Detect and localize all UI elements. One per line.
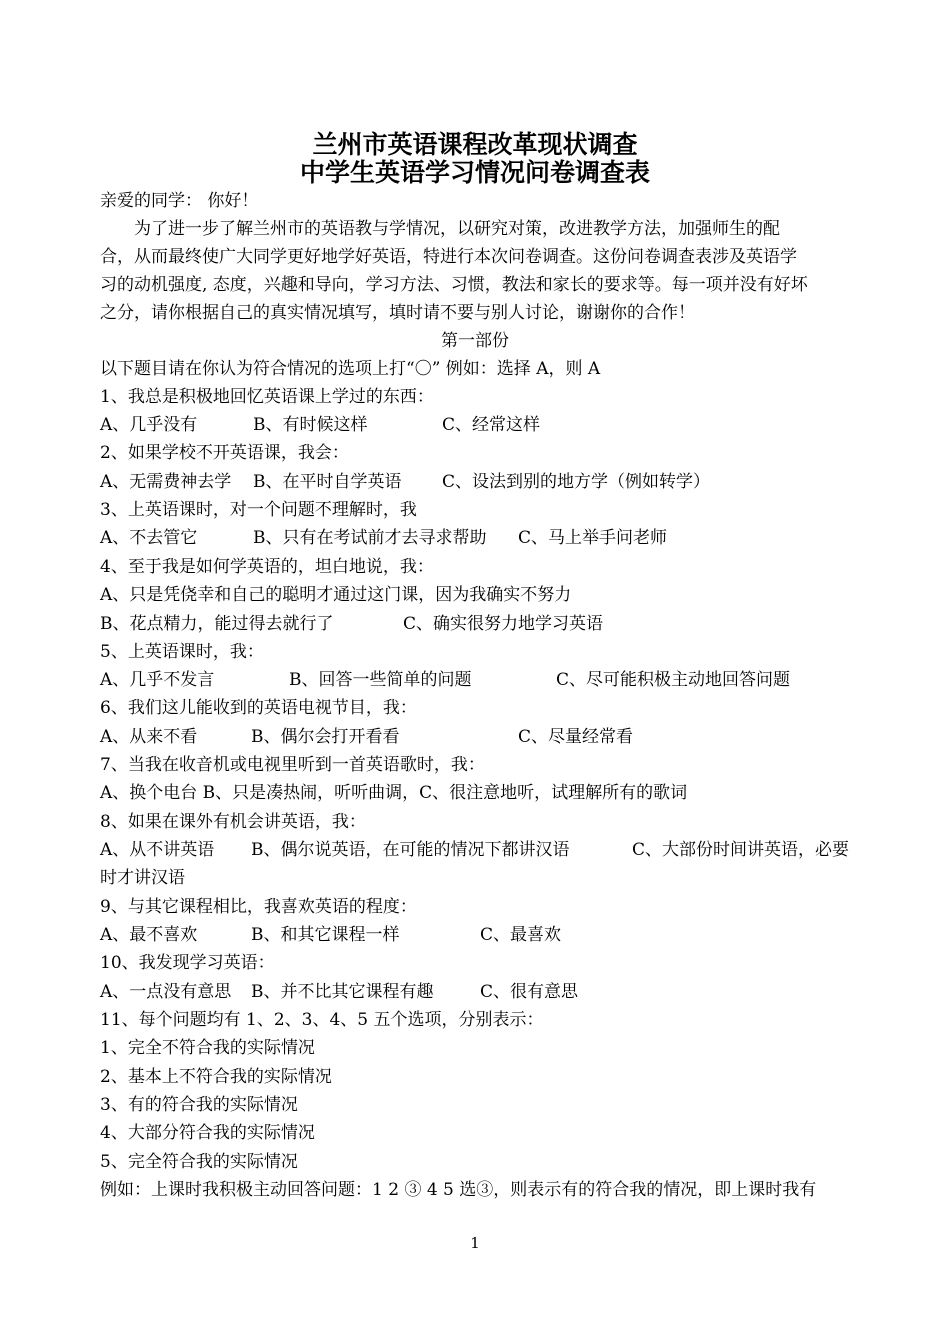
q3-option-c: C、马上举手问老师	[518, 528, 668, 548]
page-number: 1	[470, 1234, 480, 1252]
question-11: 11、每个问题均有 1、2、3、4、5 五个选项，分别表示：	[100, 1010, 544, 1030]
question-8: 8、如果在课外有机会讲英语，我：	[100, 812, 366, 832]
question-4: 4、至于我是如何学英语的，坦白地说，我：	[100, 557, 434, 577]
scale-item: 3、有的符合我的实际情况	[100, 1095, 298, 1115]
q6-option-a: A、从来不看	[100, 727, 198, 747]
q2-option-c: C、设法到别的地方学（例如转学）	[442, 472, 711, 492]
question-1: 1、我总是积极地回忆英语课上学过的东西：	[100, 387, 434, 407]
question-10: 10、我发现学习英语：	[100, 953, 275, 973]
q6-option-b: B、偶尔会打开看看	[251, 727, 400, 747]
document-title: 兰州市英语课程改革现状调查	[312, 130, 638, 159]
q4-option-b: B、花点精力，能过得去就行了	[100, 614, 334, 634]
question-3: 3、上英语课时，对一个问题不理解时，我	[100, 500, 417, 520]
q8-option-c-continued: 时才讲汉语	[100, 868, 185, 888]
q5-option-b: B、回答一些简单的问题	[289, 670, 472, 690]
q9-option-b: B、和其它课程一样	[251, 925, 400, 945]
q9-option-c: C、最喜欢	[480, 925, 562, 945]
scale-item: 2、基本上不符合我的实际情况	[100, 1067, 332, 1087]
q5-option-a: A、几乎不发言	[100, 670, 215, 690]
q1-option-c: C、经常这样	[442, 415, 541, 435]
intro-line: 习的动机强度, 态度，兴趣和导向，学习方法、习惯，教法和家长的要求等。每一项并没有好坏	[100, 275, 808, 295]
q1-option-a: A、几乎没有	[100, 415, 198, 435]
q6-option-c: C、尽量经常看	[518, 727, 634, 747]
scale-item: 1、完全不符合我的实际情况	[100, 1038, 315, 1058]
q10-option-b: B、并不比其它课程有趣	[251, 982, 434, 1002]
q3-option-b: B、只有在考试前才去寻求帮助	[253, 528, 487, 548]
question-5: 5、上英语课时，我：	[100, 642, 264, 662]
document-subtitle: 中学生英语学习情况问卷调查表	[299, 158, 650, 187]
q7-options: A、换个电台 B、只是凑热闹，听听曲调，C、很注意地听，试理解所有的歌词	[100, 783, 688, 803]
scale-item: 4、大部分符合我的实际情况	[100, 1123, 315, 1143]
intro-line: 之分，请你根据自己的真实情况填写，填时请不要与别人讨论，谢谢你的合作！	[100, 303, 695, 323]
q9-option-a: A、最不喜欢	[100, 925, 198, 945]
q4-option-c: C、确实很努力地学习英语	[403, 614, 604, 634]
example-text: 例如：上课时我积极主动回答问题：1 2 ③ 4 5 选③，则表示有的符合我的情况，即上课时我有	[100, 1180, 817, 1200]
section-title: 第一部份	[441, 331, 509, 351]
question-7: 7、当我在收音机或电视里听到一首英语歌时，我：	[100, 755, 485, 775]
q10-option-a: A、一点没有意思	[100, 982, 232, 1002]
intro-line: 为了进一步了解兰州市的英语教与学情况，以研究对策，改进教学方法，加强师生的配	[100, 219, 780, 239]
instruction: 以下题目请在你认为符合情况的选项上打“〇” 例如：选择 A，则 A	[100, 359, 601, 379]
question-9: 9、与其它课程相比，我喜欢英语的程度：	[100, 897, 417, 917]
q8-option-c: C、大部份时间讲英语，必要	[632, 840, 850, 860]
q1-option-b: B、有时候这样	[253, 415, 368, 435]
q2-option-b: B、在平时自学英语	[253, 472, 402, 492]
greeting: 亲爱的同学： 你好！	[100, 191, 259, 211]
q2-option-a: A、无需费神去学	[100, 472, 232, 492]
question-6: 6、我们这儿能收到的英语电视节目，我：	[100, 698, 417, 718]
q8-option-b: B、偶尔说英语，在可能的情况下都讲汉语	[251, 840, 570, 860]
q5-option-c: C、尽可能积极主动地回答问题	[556, 670, 791, 690]
q8-option-a: A、从不讲英语	[100, 840, 215, 860]
q10-option-c: C、很有意思	[480, 982, 579, 1002]
intro-line: 合，从而最终使广大同学更好地学好英语，特进行本次问卷调查。这份问卷调查表涉及英语学	[100, 247, 797, 267]
question-2: 2、如果学校不开英语课，我会：	[100, 443, 349, 463]
q3-option-a: A、不去管它	[100, 528, 198, 548]
q4-option-a: A、只是凭侥幸和自己的聪明才通过这门课，因为我确实不努力	[100, 585, 572, 605]
scale-item: 5、完全符合我的实际情况	[100, 1152, 298, 1172]
